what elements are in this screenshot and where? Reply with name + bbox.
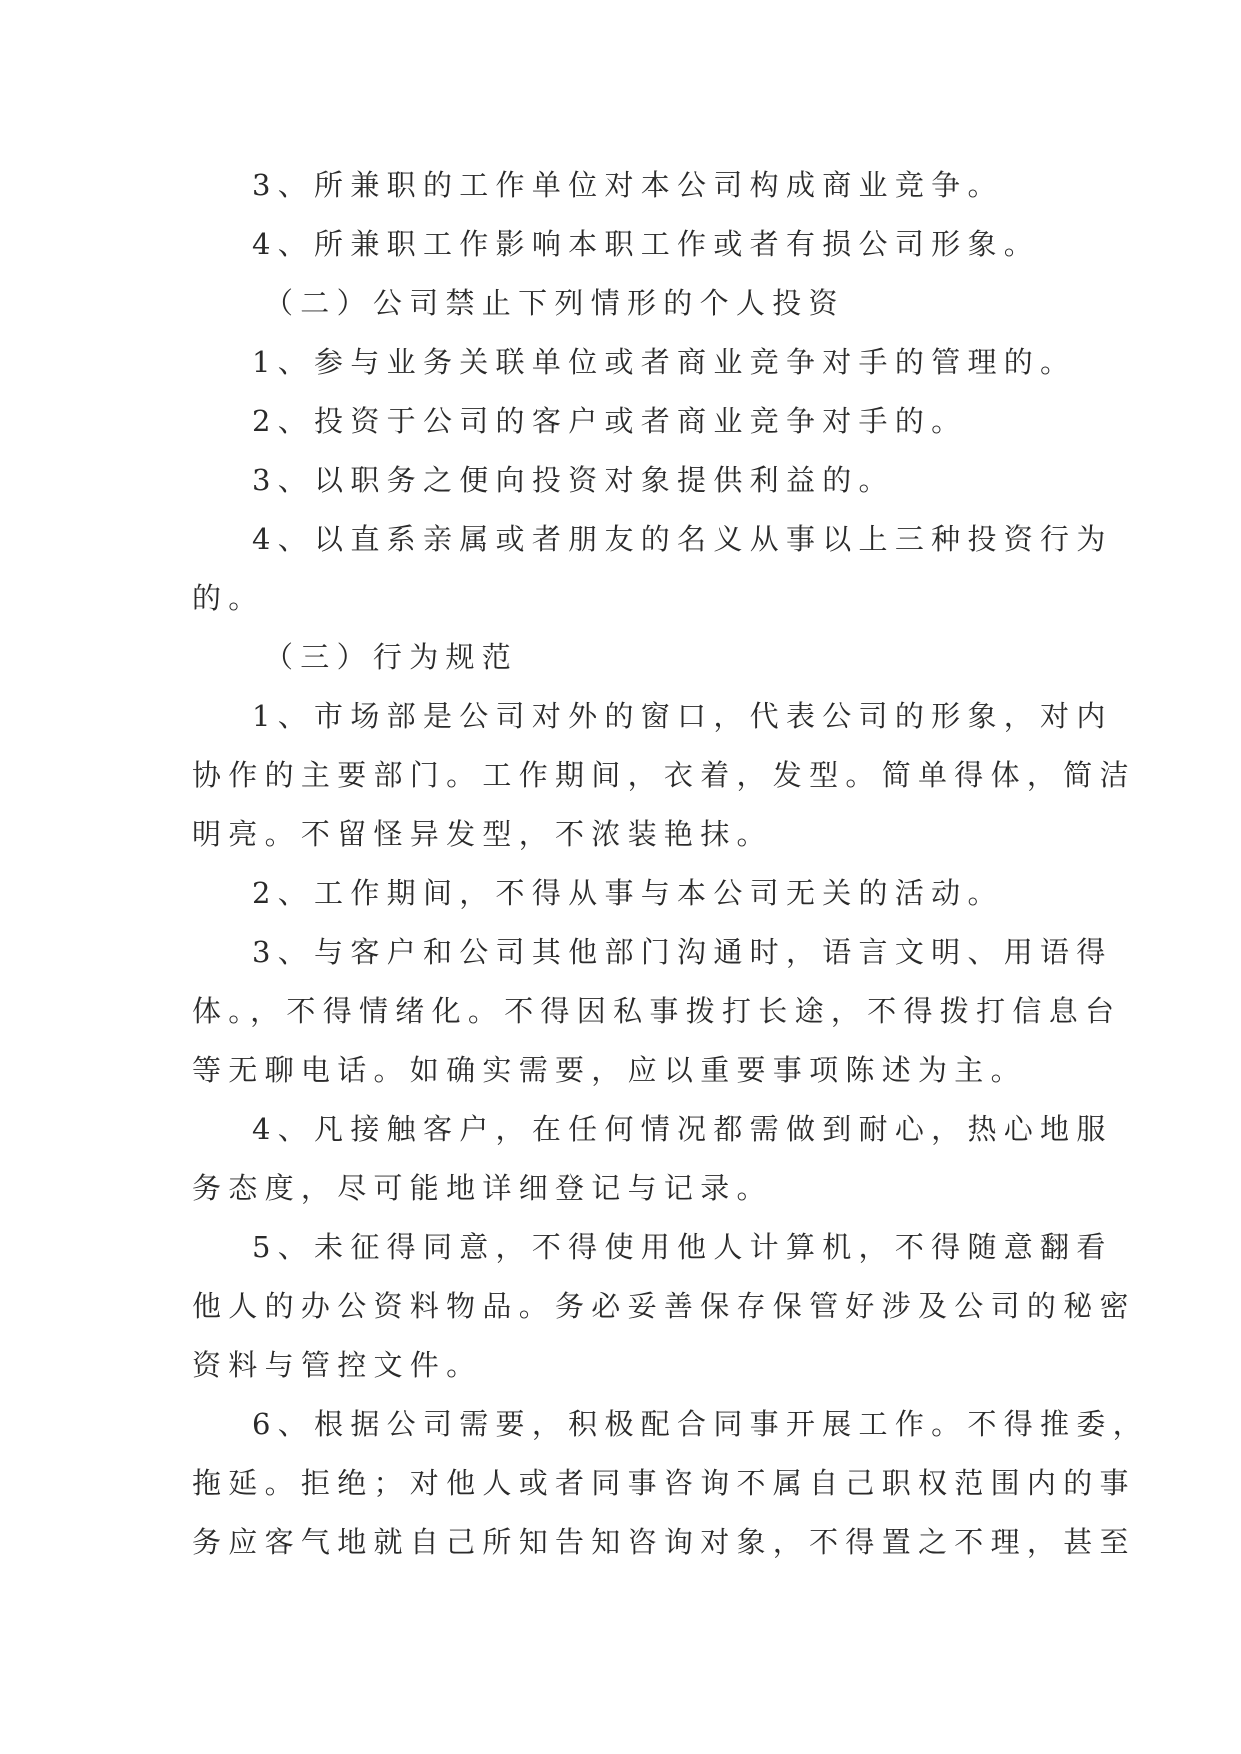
text-line: 他人的办公资料物品。务必妥善保存保管好涉及公司的秘密 [192, 1289, 1136, 1323]
text-line: 的。 [192, 581, 265, 615]
text-line: 4、以直系亲属或者朋友的名义从事以上三种投资行为 [252, 522, 1113, 556]
text-line: 6、根据公司需要，积极配合同事开展工作。不得推委， [252, 1407, 1149, 1441]
text-line: 资料与管控文件。 [192, 1348, 483, 1382]
text-line: 3、所兼职的工作单位对本公司构成商业竞争。 [252, 168, 1004, 202]
section-heading: （三）行为规范 [264, 640, 519, 674]
text-line: 等无聊电话。如确实需要，应以重要事项陈述为主。 [192, 1053, 1027, 1087]
text-line: 1、参与业务关联单位或者商业竞争对手的管理的。 [252, 345, 1077, 379]
section-heading: （二）公司禁止下列情形的个人投资 [264, 286, 845, 320]
text-line: 协作的主要部门。工作期间，衣着，发型。简单得体，简洁 [192, 758, 1136, 792]
text-line: 4、凡接触客户，在任何情况都需做到耐心，热心地服 [252, 1112, 1113, 1146]
text-line: 体。，不得情绪化。不得因私事拨打长途，不得拨打信息台 [192, 994, 1122, 1028]
text-line: 1、市场部是公司对外的窗口，代表公司的形象，对内 [252, 699, 1113, 733]
text-line: 务态度，尽可能地详细登记与记录。 [192, 1171, 773, 1205]
text-line: 明亮。不留怪异发型，不浓装艳抹。 [192, 817, 773, 851]
text-line: 3、与客户和公司其他部门沟通时，语言文明、用语得 [252, 935, 1113, 969]
text-line: 拖延。拒绝；对他人或者同事咨询不属自己职权范围内的事 [192, 1466, 1136, 1500]
text-line: 4、所兼职工作影响本职工作或者有损公司形象。 [252, 227, 1041, 261]
text-line: 5、未征得同意，不得使用他人计算机，不得随意翻看 [252, 1230, 1113, 1264]
text-line: 务应客气地就自己所知告知咨询对象，不得置之不理，甚至 [192, 1525, 1136, 1559]
text-line: 3、以职务之便向投资对象提供利益的。 [252, 463, 895, 497]
text-line: 2、投资于公司的客户或者商业竞争对手的。 [252, 404, 968, 438]
text-line: 2、工作期间，不得从事与本公司无关的活动。 [252, 876, 1004, 910]
